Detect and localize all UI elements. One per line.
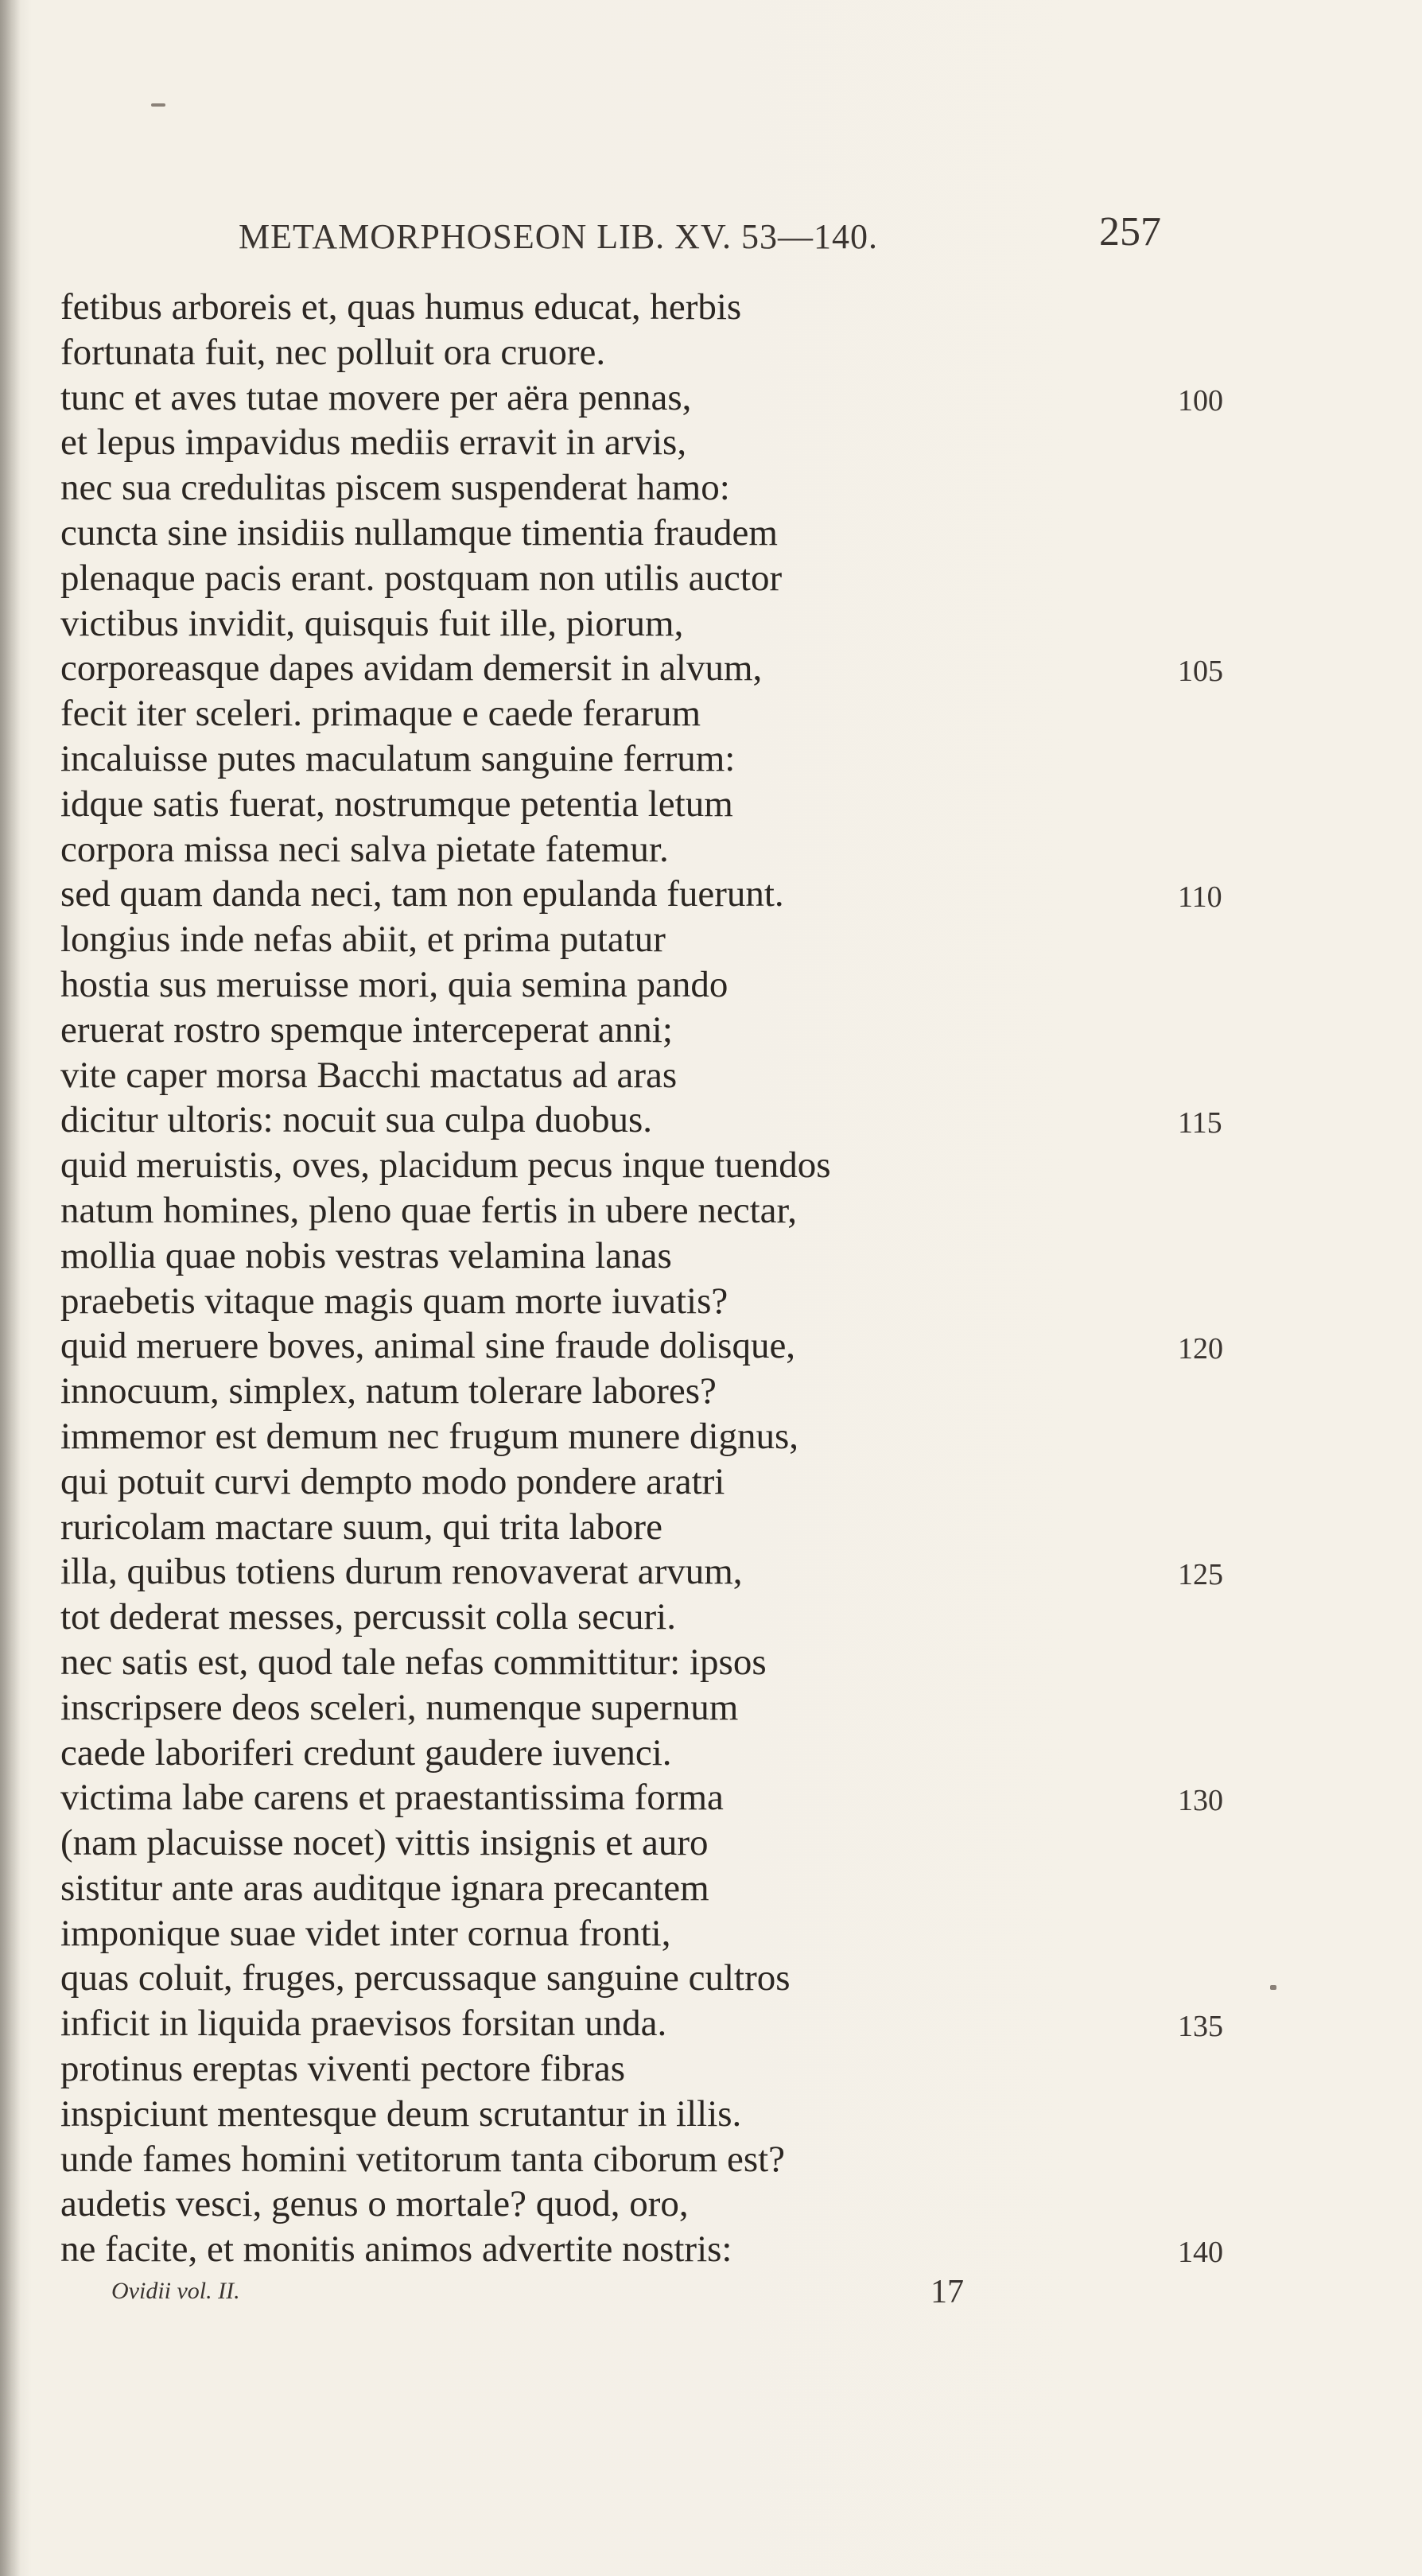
page-number: 257	[1099, 209, 1161, 254]
verse-line-text: inspiciunt mentesque deum scrutantur in illis.	[60, 2092, 742, 2135]
verse-line	[60, 1820, 1237, 1866]
verse-line-text: ne facite, et monitis animos advertite nostris:	[60, 2228, 732, 2271]
verse-line-text: victima labe carens et praestantissima forma	[60, 1777, 724, 1819]
verse-line-text: incaluisse putes maculatum sanguine ferrum:	[60, 737, 736, 779]
verse-line	[60, 1053, 1237, 1098]
verse-line-text: innocuum, simplex, natum tolerare labores?	[60, 1370, 717, 1412]
verse-line	[60, 1911, 1237, 1956]
verse-line	[60, 1956, 1237, 2001]
verse-line-text: mollia quae nobis vestras velamina lanas	[60, 1234, 672, 1276]
verse-line-text: protinus ereptas viventi pectore fibras	[60, 2048, 625, 2090]
verse-line	[60, 1595, 1237, 1640]
verse-line-text: sed quam danda neci, tam non epulanda fuerunt.	[60, 873, 784, 915]
verse-line-text: fortunata fuit, nec polluit ora cruore.	[60, 331, 606, 373]
verse-line	[60, 1549, 1237, 1595]
verse-line	[60, 1369, 1237, 1414]
verse-line-text: imponique suae videt inter cornua fronti,	[60, 1912, 671, 1954]
verse-line	[60, 646, 1237, 691]
verse-line	[60, 872, 1237, 917]
verse-line-text: quas coluit, fruges, percussaque sanguine cultros	[60, 1957, 791, 1999]
verse-line-text: hostia sus meruisse mori, quia semina pando	[60, 963, 728, 1005]
verse-line	[60, 2046, 1237, 2092]
line-number: 135	[1178, 2010, 1223, 2044]
verse-line-text: longius inde nefas abiit, et prima putatur	[60, 919, 666, 961]
verse-line	[60, 1505, 1237, 1550]
verse-line-text: sistitur ante aras auditque ignara precantem	[60, 1867, 709, 1909]
verse-line	[60, 1731, 1237, 1776]
line-number: 110	[1178, 880, 1222, 915]
verse-line	[60, 2001, 1237, 2046]
verse-line-text: plenaque pacis erant. postquam non utilis auctor	[60, 557, 783, 599]
verse-line-text: unde fames homini vetitorum tanta ciborum est?	[60, 2138, 786, 2180]
line-number: 100	[1178, 383, 1223, 418]
verse-line	[60, 1685, 1237, 1731]
verse-line-text: tunc et aves tutae movere per aëra pennas,	[60, 376, 692, 418]
line-number: 105	[1178, 655, 1223, 689]
line-number: 130	[1178, 1784, 1223, 1818]
running-title: METAMORPHOSEON LIB. XV. 53—140.	[239, 217, 879, 256]
verse-line	[60, 1234, 1237, 1279]
verse-line-text: caede laboriferi credunt gaudere iuvenci.	[60, 1731, 672, 1774]
verse-line-text: inscripsere deos sceleri, numenque supernum	[60, 1686, 739, 1728]
verse-line-text: fetibus arboreis et, quas humus educat, herbis	[60, 286, 742, 328]
verse-line-text: inficit in liquida praevisos forsitan unda.	[60, 2003, 667, 2045]
verse-line	[60, 691, 1237, 736]
verse-line	[60, 1098, 1237, 1143]
verse-line	[60, 1866, 1237, 1911]
verse-line-text: eruerat rostro spemque interceperat anni;	[60, 1008, 673, 1051]
verse-line	[60, 782, 1237, 827]
verse-line-text: praebetis vitaque magis quam morte iuvatis?	[60, 1280, 728, 1322]
volume-signature: Ovidii vol. II.	[111, 2278, 240, 2304]
paper-speck	[151, 103, 165, 107]
verse-line	[60, 1279, 1237, 1324]
verse-line-text: nec satis est, quod tale nefas committitur: ipsos	[60, 1641, 767, 1683]
verse-line-text: natum homines, pleno quae fertis in ubere nectar,	[60, 1189, 798, 1231]
line-number: 140	[1178, 2236, 1223, 2270]
verse-line-text: ruricolam mactare suum, qui trita labore	[60, 1506, 662, 1548]
verse-line-text: cuncta sine insidiis nullamque timentia fraudem	[60, 511, 778, 554]
verse-line-text: illa, quibus totiens durum renovaverat arvum,	[60, 1551, 743, 1593]
verse-line	[60, 917, 1237, 962]
verse-line-text: vite caper morsa Bacchi mactatus ad aras	[60, 1054, 678, 1096]
verse-line-text: tot dederat messes, percussit colla securi.	[60, 1596, 676, 1638]
verse-line	[60, 736, 1237, 782]
paper-speck	[1270, 1985, 1276, 1990]
verse-line	[60, 330, 1237, 375]
line-number: 125	[1178, 1558, 1223, 1592]
line-number: 120	[1178, 1332, 1223, 1366]
verse-line	[60, 1640, 1237, 1685]
verse-line	[60, 2137, 1237, 2182]
verse-line	[60, 465, 1237, 511]
verse-line	[60, 2092, 1237, 2137]
verse-line	[60, 2182, 1237, 2227]
verse-line	[60, 420, 1237, 465]
verse-line	[60, 556, 1237, 601]
verse-line	[60, 285, 1237, 330]
verse-line	[60, 1143, 1237, 1188]
page-footer	[111, 2273, 1002, 2321]
verse-line-text: audetis vesci, genus o mortale? quod, oro,	[60, 2183, 689, 2225]
verse-line-text: (nam placuisse nocet) vittis insignis et auro	[60, 1822, 709, 1864]
verse-line-text: quid meruistis, oves, placidum pecus inque tuendos	[60, 1144, 831, 1187]
verse-line	[60, 601, 1237, 647]
verse-line	[60, 1459, 1237, 1505]
verse-line-text: dicitur ultoris: nocuit sua culpa duobus.	[60, 1099, 653, 1141]
verse-line	[60, 375, 1237, 421]
verse-line-text: nec sua credulitas piscem suspenderat hamo:	[60, 467, 730, 509]
verse-line-text: qui potuit curvi dempto modo pondere aratri	[60, 1460, 725, 1502]
verse-line-text: corporeasque dapes avidam demersit in alvum,	[60, 647, 763, 690]
verse-line	[60, 2227, 1237, 2272]
verse-line-text: victibus invidit, quisquis fuit ille, piorum,	[60, 602, 684, 644]
verse-line	[60, 1008, 1237, 1053]
verse-line	[60, 1775, 1237, 1820]
verse-line	[60, 1414, 1237, 1459]
verse-line	[60, 1323, 1237, 1369]
verse-line	[60, 1188, 1237, 1234]
verse-line-text: fecit iter sceleri. primaque e caede ferarum	[60, 693, 701, 735]
verse-line	[60, 827, 1237, 872]
verse-line-text: idque satis fuerat, nostrumque petentia letum	[60, 783, 733, 825]
running-header	[239, 208, 1161, 264]
verse-line	[60, 962, 1237, 1008]
line-number: 115	[1178, 1106, 1222, 1140]
verse-line-text: corpora missa neci salva pietate fatemur.	[60, 828, 669, 870]
signature-mark: 17	[931, 2274, 964, 2310]
verse-line-text: quid meruere boves, animal sine fraude dolisque,	[60, 1325, 796, 1367]
binding-shadow	[0, 0, 21, 2576]
verse-line-text: et lepus impavidus mediis erravit in arvis,	[60, 422, 687, 464]
verse-line	[60, 511, 1237, 556]
verse-line-text: immemor est demum nec frugum munere dignus,	[60, 1415, 799, 1457]
verse-block	[60, 285, 1237, 2272]
